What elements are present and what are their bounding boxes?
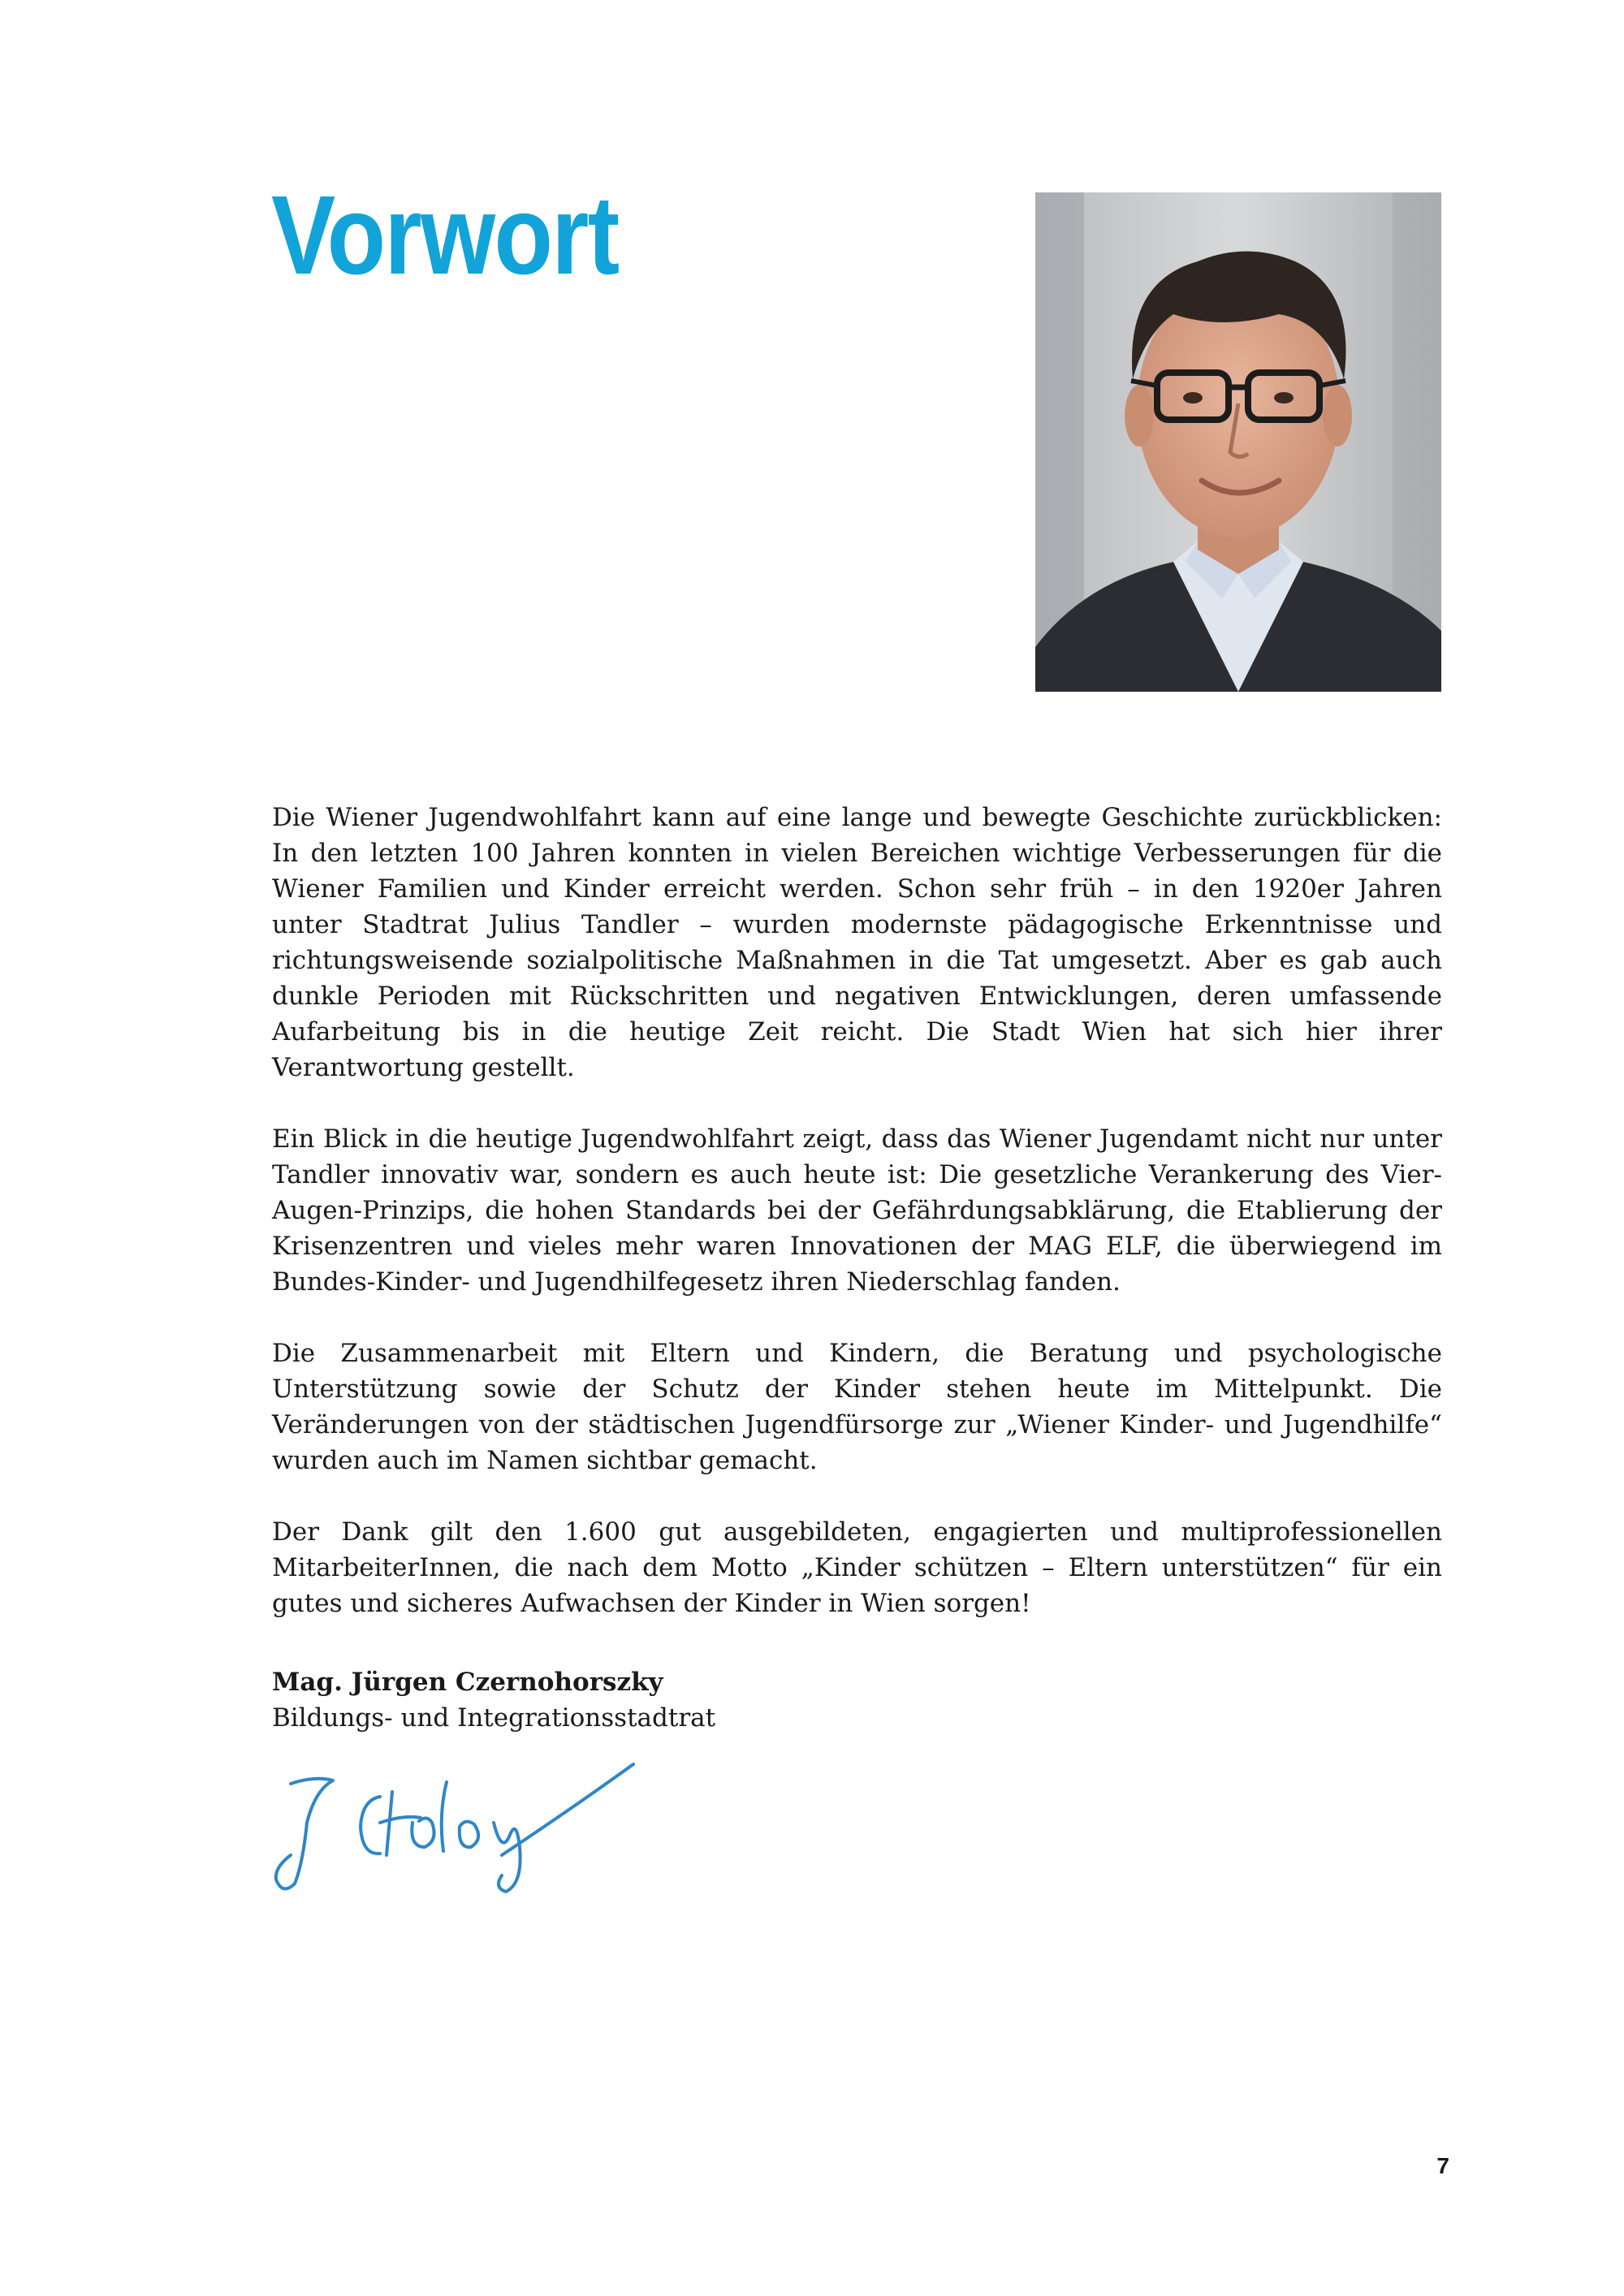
paragraph-4: Der Dank gilt den 1.600 gut ausgebildeten, engagierten und multiprofessionellen MitarbeiterInnen, die nach dem Motto „Kinder schützen – Eltern unterstützen“ für ein gutes und sicheres Aufwachsen der Kinder in Wien sorgen! <box>272 1517 1442 1618</box>
author-portrait-photo <box>1035 192 1441 692</box>
signer-name: Mag. Jürgen Czernohorszky <box>272 1668 663 1697</box>
paragraph-3: Die Zusammenarbeit mit Eltern und Kindern, die Beratung und psychologische Unterstützung sowie der Schutz der Kinder stehen heute im Mittelpunkt. Die Veränderungen von der städtischen Jugendfürsorge zur „Wiener Kinder- und Jugendhilfe“ wurden auch im Namen sichtbar gemacht. <box>272 1339 1442 1475</box>
signer-role: Bildungs- und Integrationsstadtrat <box>272 1703 716 1733</box>
page-number: 7 <box>1436 2153 1449 2178</box>
paragraph-1: Die Wiener Jugendwohlfahrt kann auf eine lange und bewegte Geschichte zurückblicken: In den letzten 100 Jahren konnten in vielen Bereichen wichtige Verbesserungen für die Wiener Familien und Kinder erreicht werden. Schon sehr früh – in den 1920er Jahren unter Stadtrat Julius Tandler – wurden modernste pädagogische Erkenntnisse und richtungsweisende sozialpolitische Maßnahmen in die Tat umgesetzt. Aber es gab auch dunkle Perioden mit Rückschritten und negativen Entwicklungen, deren umfassende Aufarbeitung bis in die heutige Zeit reicht. Die Stadt Wien hat sich hier ihrer Verantwortung gestellt. <box>272 803 1442 1082</box>
handwritten-signature <box>258 1733 648 1896</box>
page-title: Vorwort <box>271 173 619 298</box>
foreword-body <box>272 800 1442 1657</box>
paragraph-2: Ein Blick in die heutige Jugendwohlfahrt zeigt, dass das Wiener Jugendamt nicht nur unter Tandler innovativ war, sondern es auch heute ist: Die gesetzliche Verankerung des Vier-Augen-Prinzips, die hohen Standards bei der Gefährdungsabklärung, die Etablierung der Krisenzentren und vieles mehr waren Innovationen der MAG ELF, die überwiegend im Bundes-Kinder- und Jugendhilfegesetz ihren Niederschlag fanden. <box>272 1124 1442 1297</box>
signature-block <box>272 1664 1003 1736</box>
